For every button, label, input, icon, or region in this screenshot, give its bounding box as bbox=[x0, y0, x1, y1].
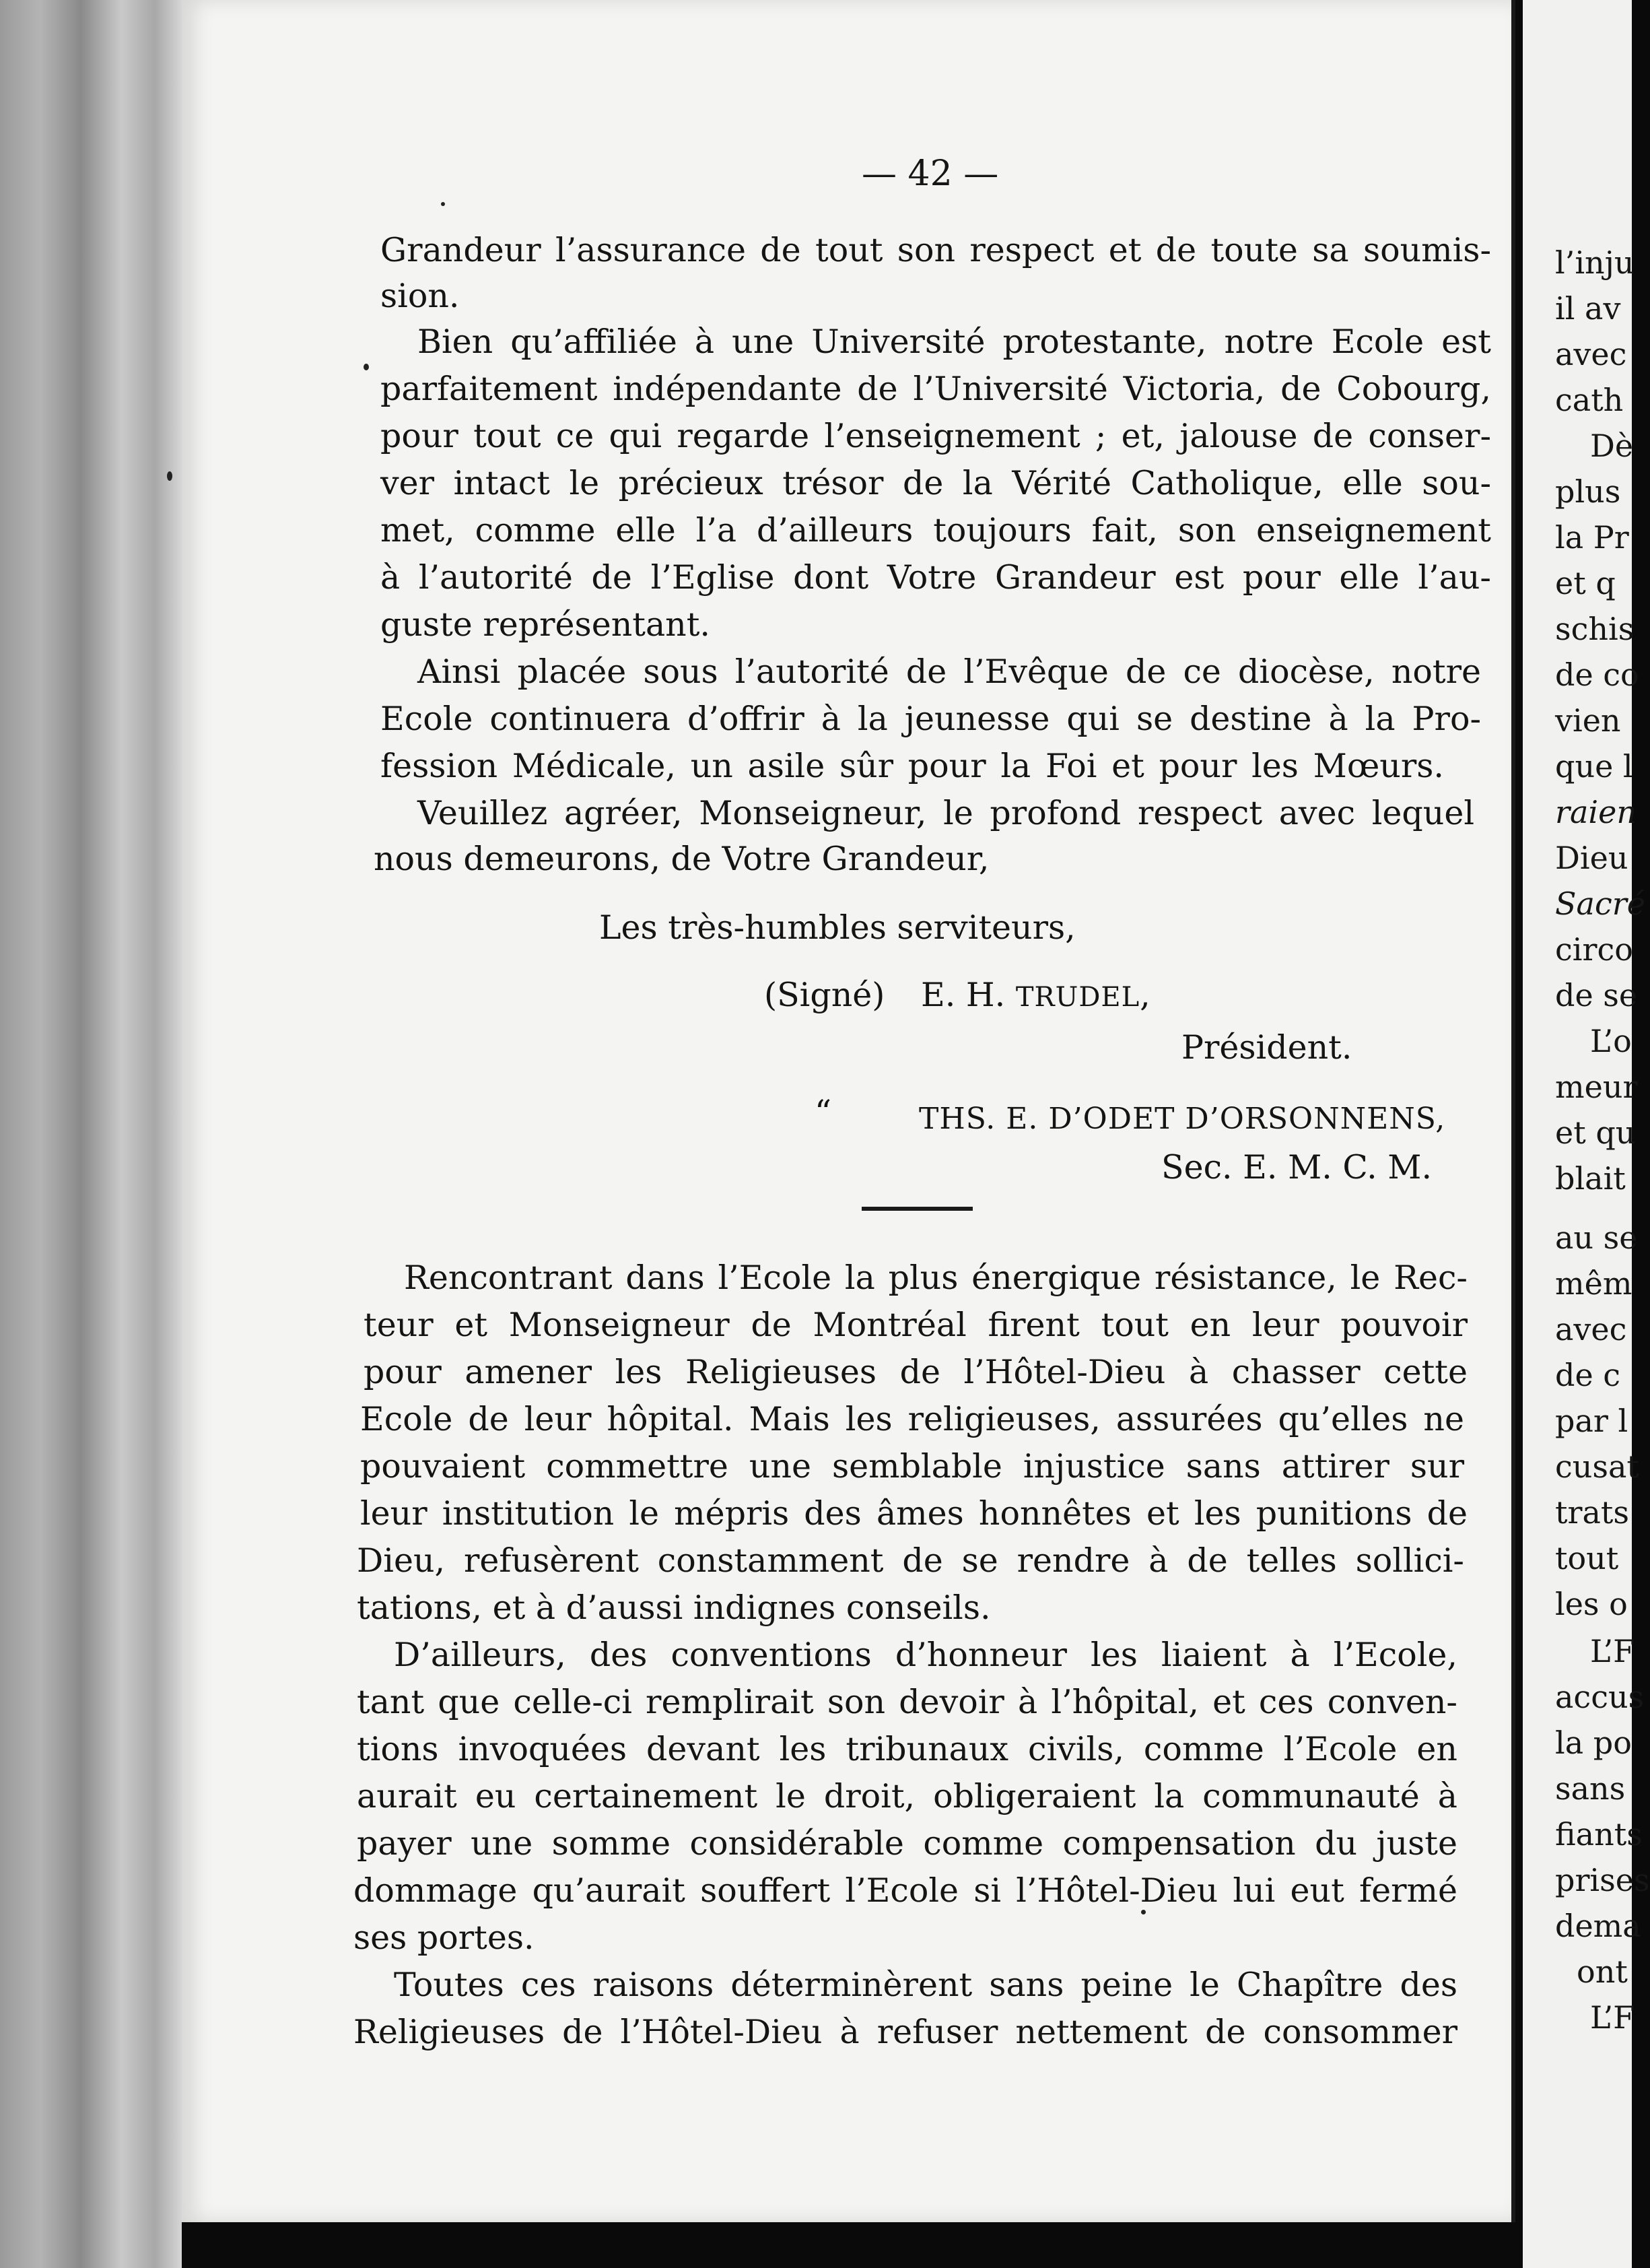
text-line: met, comme elle l’a d’ailleurs toujours fait, son enseignement bbox=[380, 511, 1491, 549]
text-line: pour tout ce qui regarde l’enseignement ; et, jalouse de conser- bbox=[380, 417, 1491, 455]
next-page-fragment: fiants bbox=[1555, 1816, 1643, 1853]
next-page-fragment: raien bbox=[1555, 794, 1637, 830]
text-line: dommage qu’aurait souffert l’Ecole si l’Hôtel-Dieu lui eut fermé bbox=[353, 1871, 1457, 1910]
text-line: Bien qu’affiliée à une Université protestante, notre Ecole est bbox=[417, 323, 1491, 361]
next-page-fragment: mêm bbox=[1555, 1265, 1632, 1302]
text-line: sion. bbox=[380, 277, 460, 315]
signer-1-surname: TRUDEL bbox=[1015, 982, 1140, 1013]
next-page-fragment: et q bbox=[1555, 565, 1616, 601]
text-line: Toutes ces raisons déterminèrent sans peine le Chapître des bbox=[394, 1966, 1457, 2004]
text-line: fession Médicale, un asile sûr pour la Foi et pour les Mœurs. bbox=[380, 747, 1444, 785]
text-line: Veuillez agréer, Monseigneur, le profond respect avec lequel bbox=[417, 794, 1474, 832]
next-page-fragment: L’F bbox=[1590, 1633, 1635, 1669]
next-page-fragment: que l bbox=[1555, 748, 1633, 785]
next-page-fragment: de c bbox=[1555, 1357, 1621, 1393]
text-line: pour amener les Religieuses de l’Hôtel-Dieu à chasser cette bbox=[364, 1353, 1468, 1391]
next-page-fragment: et qu bbox=[1555, 1114, 1636, 1151]
next-page-fragment: ont bbox=[1577, 1954, 1628, 1990]
next-page-fragment: vien bbox=[1555, 702, 1621, 739]
text-line: Ecole continuera d’offrir à la jeunesse qui se destine à la Pro- bbox=[380, 700, 1481, 738]
text-line: leur institution le mépris des âmes honnêtes et les punitions de bbox=[360, 1494, 1468, 1533]
next-page-fragment: l’inju bbox=[1555, 244, 1635, 281]
signer-1-initials: E. H. bbox=[921, 976, 1016, 1014]
text-line: Ainsi placée sous l’autorité de l’Evêque de ce diocèse, notre bbox=[417, 653, 1481, 691]
text-line: Ecole de leur hôpital. Mais les religieuses, assurées qu’elles ne bbox=[360, 1400, 1464, 1438]
text-line: aurait eu certainement le droit, obligeraient la communauté à bbox=[357, 1777, 1457, 1815]
text-line: tant que celle-ci remplirait son devoir à l’hôpital, et ces conven- bbox=[357, 1683, 1457, 1721]
next-page-fragment: circo bbox=[1555, 931, 1633, 968]
next-page-fragment: Dieu bbox=[1555, 840, 1628, 876]
next-page-fragment: prises bbox=[1555, 1862, 1650, 1898]
next-page-fragment: L’F bbox=[1590, 1999, 1635, 2036]
section-divider bbox=[862, 1207, 973, 1211]
signer-1-comma: , bbox=[1140, 976, 1150, 1014]
signer-1-title: Président. bbox=[1181, 1028, 1352, 1067]
next-page-fragment: Sacré bbox=[1555, 886, 1645, 922]
next-page-fragment: la po bbox=[1555, 1725, 1632, 1761]
next-page-fragment: cath bbox=[1555, 382, 1624, 418]
text-line: parfaitement indépendante de l’Université Victoria, de Cobourg, bbox=[380, 370, 1491, 408]
text-line: teur et Monseigneur de Montréal firent tout en leur pouvoir bbox=[364, 1306, 1468, 1344]
signer-1-name bbox=[921, 974, 1150, 1019]
page-number: — 42 — bbox=[862, 154, 999, 194]
text-line: payer une somme considérable comme compensation du juste bbox=[357, 1824, 1457, 1863]
next-page-fragment: plus bbox=[1555, 473, 1621, 510]
adjacent-page-edge bbox=[1523, 0, 1650, 2268]
signer-2-name: THS. E. D’ODET D’ORSONNENS, bbox=[919, 1102, 1446, 1136]
next-page-fragment: meur bbox=[1555, 1069, 1638, 1105]
text-line: à l’autorité de l’Eglise dont Votre Grandeur est pour elle l’au- bbox=[380, 558, 1491, 597]
text-line: ver intact le précieux trésor de la Vérité Catholique, elle sou- bbox=[380, 464, 1491, 502]
next-page-fragment: avec bbox=[1555, 336, 1627, 372]
next-page-fragment: par l bbox=[1555, 1403, 1628, 1439]
text-line: D’ailleurs, des conventions d’honneur les liaient à l’Ecole, bbox=[394, 1636, 1457, 1674]
next-page-fragment: tout bbox=[1555, 1540, 1619, 1576]
next-page-fragment: de se bbox=[1555, 977, 1638, 1013]
next-page-fragment: Dè bbox=[1590, 428, 1634, 464]
text-line: nous demeurons, de Votre Grandeur, bbox=[374, 840, 990, 878]
text-line: Dieu, refusèrent constamment de se rendre à de telles sollici- bbox=[357, 1541, 1464, 1580]
next-page-fragment: cusat bbox=[1555, 1448, 1639, 1485]
text-line: Religieuses de l’Hôtel-Dieu à refuser nettement de consommer bbox=[353, 2013, 1457, 2051]
next-page-fragment: schis bbox=[1555, 611, 1635, 647]
text-line: tations, et à d’aussi indignes conseils. bbox=[357, 1589, 991, 1627]
scan-speck bbox=[364, 364, 369, 370]
binding-gutter bbox=[0, 0, 182, 2268]
text-line: Rencontrant dans l’Ecole la plus énergique résistance, le Rec- bbox=[404, 1259, 1468, 1297]
next-page-fragment: les o bbox=[1555, 1586, 1628, 1622]
text-line: tions invoquées devant les tribunaux civils, comme l’Ecole en bbox=[357, 1730, 1457, 1768]
scan-speck bbox=[167, 471, 172, 481]
signed-label: (Signé) bbox=[764, 976, 885, 1014]
text-line: pouvaient commettre une semblable injustice sans attirer sur bbox=[360, 1447, 1464, 1486]
closing-salutation: Les très-humbles serviteurs, bbox=[599, 908, 1076, 947]
scan-speck bbox=[441, 202, 445, 206]
next-page-fragment: trats bbox=[1555, 1494, 1629, 1531]
next-page-fragment: au se bbox=[1555, 1220, 1638, 1256]
next-page-fragment: L’o bbox=[1590, 1023, 1632, 1059]
ditto-mark: “ bbox=[815, 1093, 832, 1131]
next-page-fragment: blait bbox=[1555, 1160, 1626, 1197]
next-page-fragment: accus bbox=[1555, 1679, 1645, 1715]
next-page-fragment: la Pr bbox=[1555, 519, 1629, 556]
next-page-fragment: sans bbox=[1555, 1770, 1626, 1807]
signer-2-title: Sec. E. M. C. M. bbox=[1161, 1148, 1433, 1187]
next-page-fragment: avec bbox=[1555, 1311, 1627, 1347]
next-page-fragment: dema bbox=[1555, 1908, 1641, 1944]
text-line: Grandeur l’assurance de tout son respect et de toute sa soumis- bbox=[380, 231, 1491, 269]
text-line: ses portes. bbox=[353, 1919, 535, 1957]
scan-speck bbox=[1141, 1910, 1146, 1914]
next-page-fragment: de co bbox=[1555, 657, 1639, 693]
text-line: guste représentant. bbox=[380, 605, 710, 644]
next-page-fragment: il av bbox=[1555, 290, 1621, 327]
